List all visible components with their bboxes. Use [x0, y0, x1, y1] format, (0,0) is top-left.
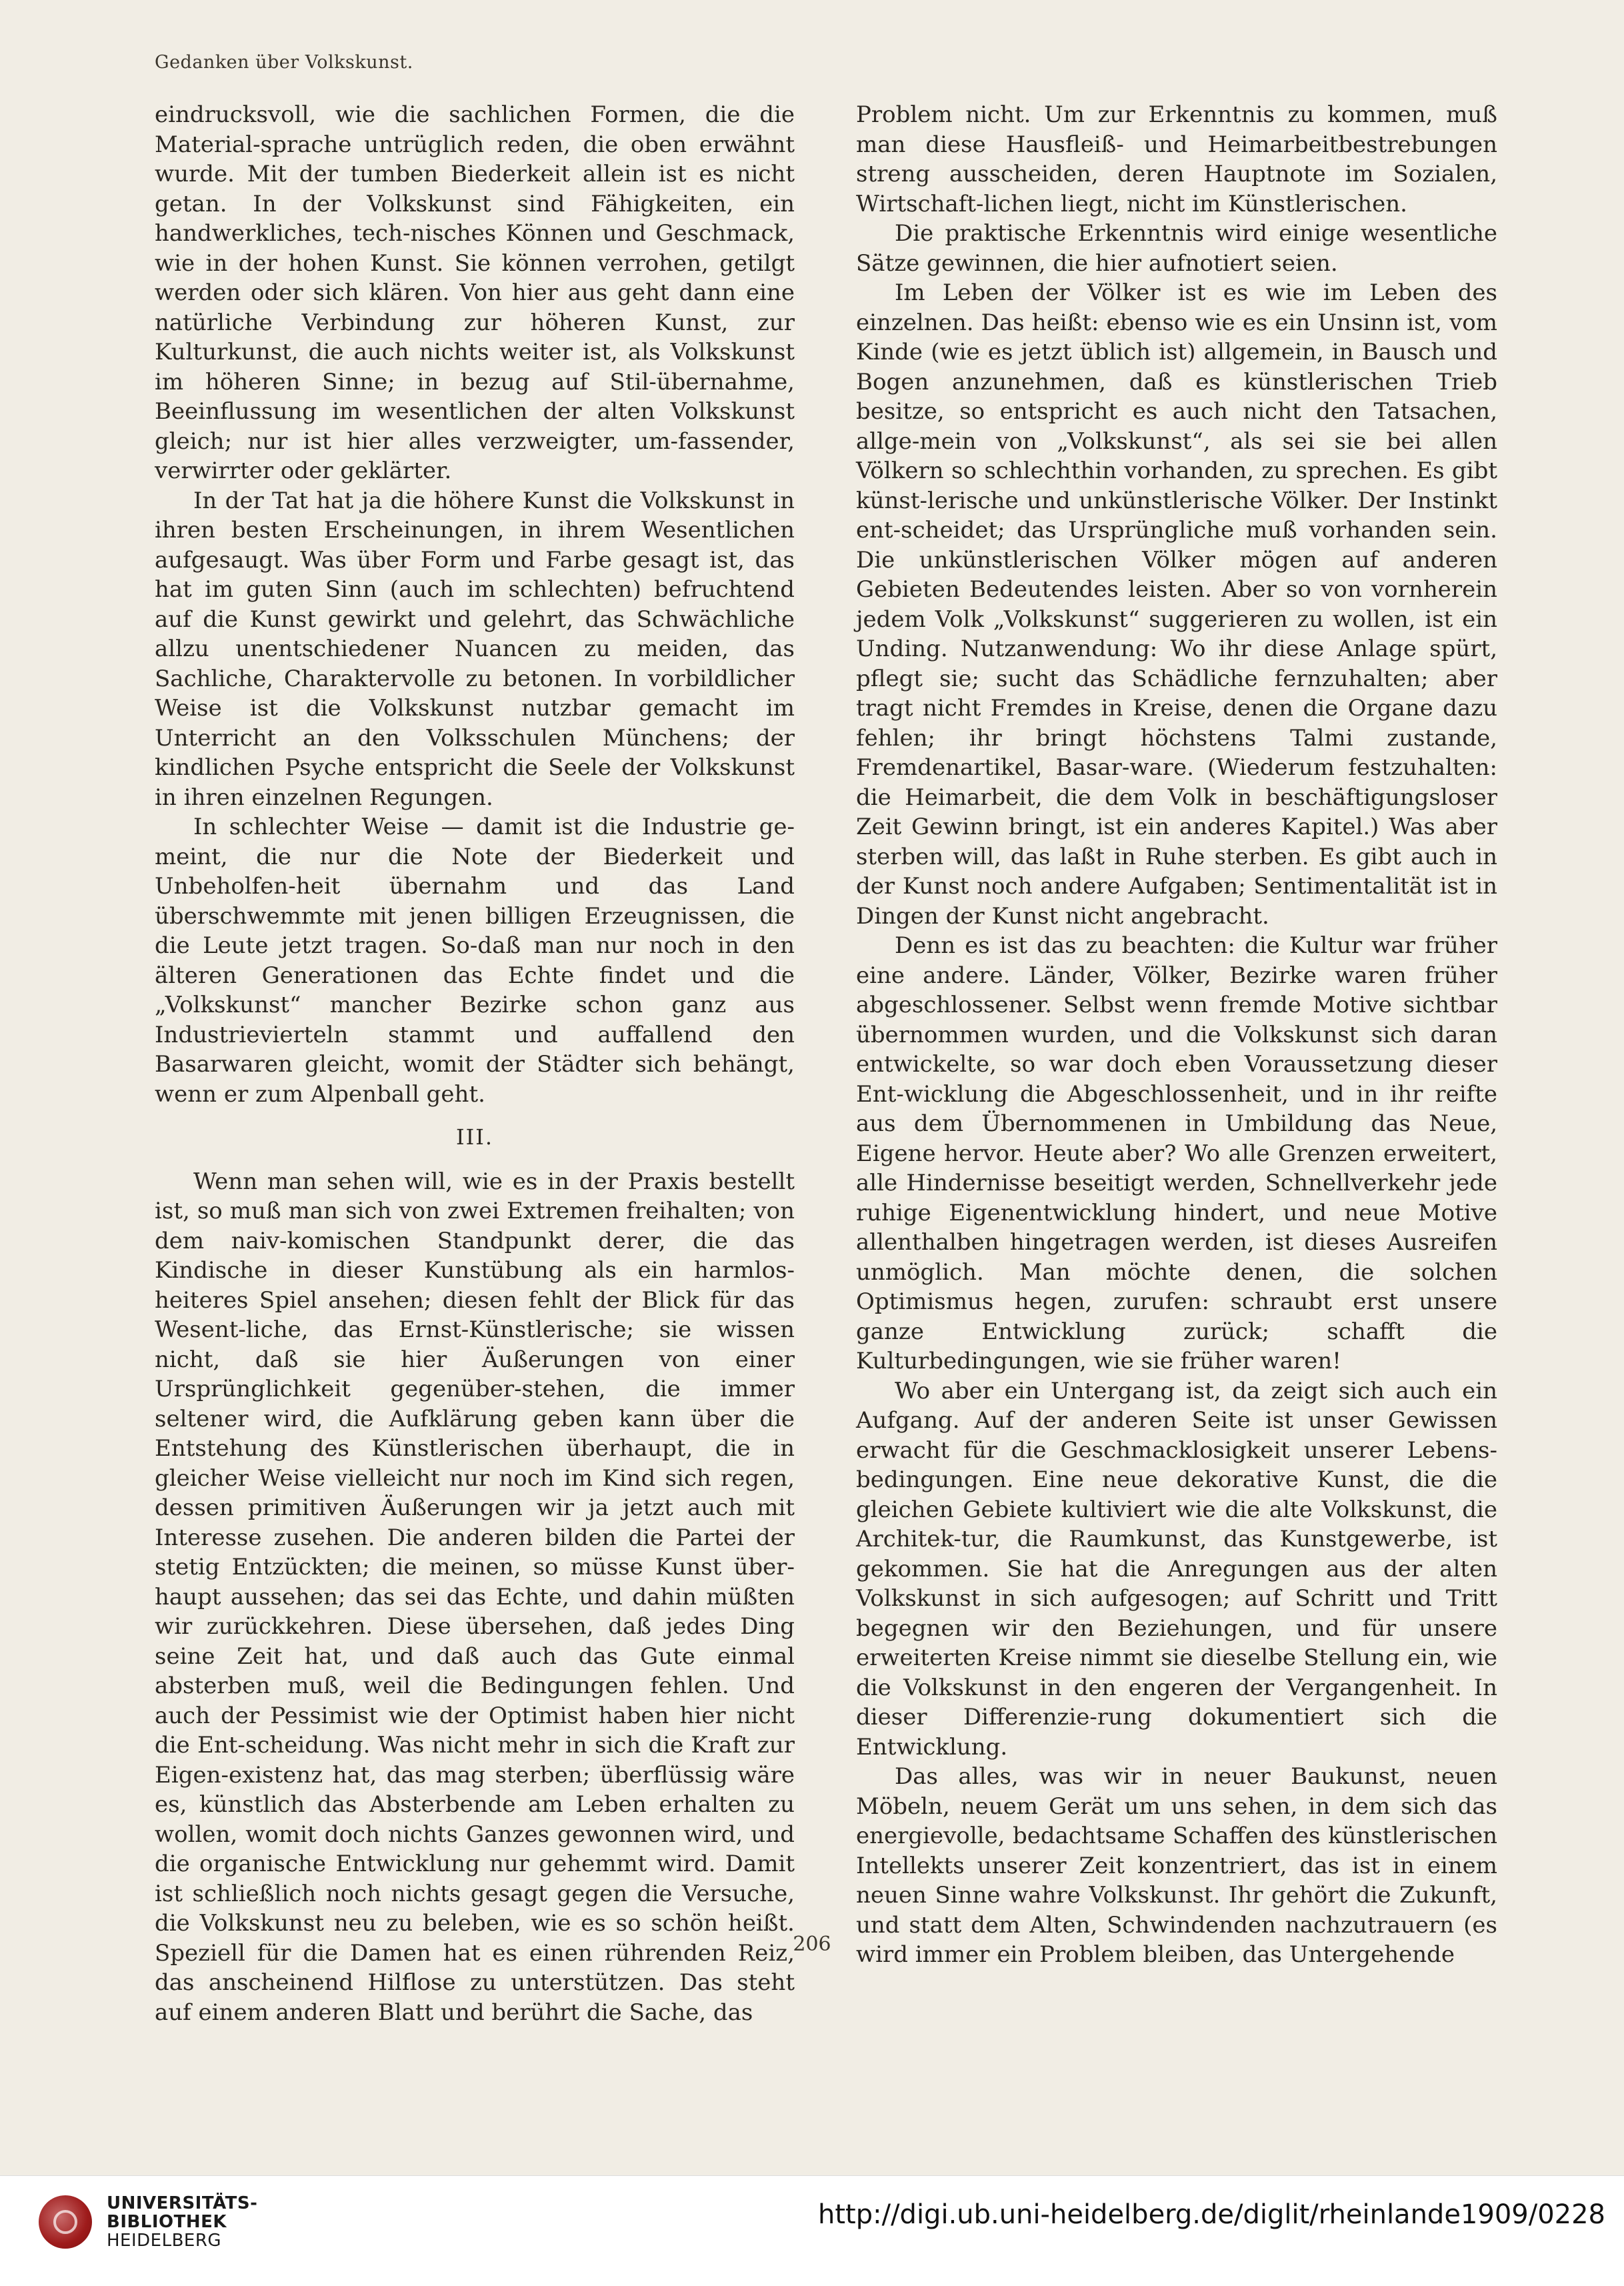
source-url-link[interactable]: http://digi.ub.uni-heidelberg.de/diglit/rheinlande1909/0228 [818, 2199, 1605, 2230]
logo-line: BIBLIOTHEK [107, 2212, 227, 2232]
paragraph: Wenn man sehen will, wie es in der Praxis bestellt ist, so muß man sich von zwei Extremen freihalten; von dem naiv-komischen Standpunkt derer, die das Kindische in dieser Kunstübung als ein harmlos-heiteres Spiel ansehen; diesen fehlt der Blick für das Wesent-liche, das Ernst-Künstlerische; sie wissen nicht, daß sie hier Äußerungen von einer Ursprünglichkeit gegenüber-stehen, die immer seltener wird, die Aufklärung geben kann über die Entstehung des Künstlerischen überhaupt, die in gleicher Weise vielleicht nur noch im Kind sich regen, dessen primitiven Äußerungen wir ja jetzt auch mit Interesse zusehen. Die anderen bilden die Partei der stetig Entzückten; die meinen, so müsse Kunst über-haupt aussehen; das sei das Echte, und dahin müßten wir zurückkehren. Diese übersehen, daß jedes Ding seine Zeit hat, und daß auch das Gute einmal absterben muß, weil die Bedingungen fehlen. Und auch der Pessimist wie der Optimist haben hier nicht die Ent-scheidung. Was nicht mehr in sich die Kraft zur Eigen-existenz hat, das mag sterben; überflüssig wäre es, künstlich das Absterbende am Leben erhalten zu wollen, womit doch nichts Ganzes gewonnen wird, und die organische Entwicklung nur gehemmt wird. Damit ist schließlich noch nichts gesagt gegen die Versuche, die Volkskunst neu zu beleben, wie es so schön heißt. Speziell für die Damen hat es einen rührenden Reiz, das anscheinend Hilflose zu unterstützen. Das steht auf einem anderen Blatt und berührt die Sache, das [155, 1168, 795, 2026]
section-heading: III. [455, 1124, 494, 1150]
seal-icon [39, 2195, 92, 2249]
paragraph: Das alles, was wir in neuer Baukunst, neuen Möbeln, neuem Gerät um uns sehen, in dem sich das energievolle, bedachtsame Schaffen des künstlerischen Intellekts unserer Zeit konzentriert, das ist in einem neuen Sinne wahre Volkskunst. Ihr gehört die Zukunft, und statt dem Alten, Schwindenden nachzutrauern (es wird immer ein Problem bleiben, das Untergehende [856, 1763, 1497, 1968]
running-head: Gedanken über Volkskunst. [155, 52, 413, 73]
paragraph: Wo aber ein Untergang ist, da zeigt sich auch ein Aufgang. Auf der anderen Seite ist unser Gewissen erwacht für die Geschmacklosigkeit unserer Lebens-bedingungen. Eine neue dekorative Kunst, die die gleichen Gebiete kultiviert wie die alte Volkskunst, die Architek-tur, die Raumkunst, das Kunstgewerbe, ist gekommen. Sie hat die Anregungen aus der alten Volkskunst in sich aufgesogen; auf Schritt und Tritt begegnen wir den Beziehungen, und für unsere erweiterten Kreise nimmt sie dieselbe Stellung ein, wie die Volkskunst in den engeren der Vergangenheit. In dieser Differenzie-rung dokumentiert sich die Entwicklung. [856, 1377, 1497, 1761]
page-number: 206 [793, 1933, 831, 1956]
right-column [856, 100, 1497, 1970]
paragraph: Problem nicht. Um zur Erkenntnis zu kommen, muß man diese Hausfleiß- und Heimarbeitbestrebungen streng ausscheiden, deren Hauptnote im Sozialen, Wirtschaft-lichen liegt, nicht im Künstlerischen. [856, 101, 1497, 217]
logo-line: HEIDELBERG [107, 2231, 222, 2251]
paragraph: In schlechter Weise — damit ist die Industrie ge-meint, die nur die Note der Biederkeit und Unbeholfen-heit übernahm und das Land überschwemmte mit jenen billigen Erzeugnissen, die die Leute jetzt tragen. So-daß man nur noch in den älteren Generationen das Echte findet und die „Volkskunst“ mancher Bezirke schon ganz aus Industrievierteln stammt und auffallend den Basarwaren gleicht, womit der Städter sich behängt, wenn er zum Alpenball geht. [155, 814, 795, 1108]
logo-text [107, 2194, 257, 2250]
paragraph: In der Tat hat ja die höhere Kunst die Volkskunst in ihren besten Erscheinungen, in ihrem Wesentlichen aufgesaugt. Was über Form und Farbe gesagt ist, das hat im guten Sinn (auch im schlechten) befruchtend auf die Kunst gewirkt und gelehrt, das Schwächliche allzu unentschiedener Nuancen zu meiden, das Sachliche, Charaktervolle zu betonen. In vorbildlicher Weise ist die Volkskunst nutzbar gemacht im Unterricht an den Volksschulen Münchens; der kindlichen Psyche entspricht die Seele der Volkskunst in ihren einzelnen Regungen. [155, 487, 795, 811]
library-logo[interactable] [39, 2194, 257, 2250]
paragraph: Im Leben der Völker ist es wie im Leben des einzelnen. Das heißt: ebenso wie es ein Unsinn ist, vom Kinde (wie es jetzt üblich ist) allgemein, in Bausch und Bogen anzunehmen, daß es künstlerischen Trieb besitze, so entspricht es auch nicht den Tatsachen, allge-mein von „Volkskunst“, als sei sie bei allen Völkern so schlechthin vorhanden, zu sprechen. Es gibt künst-lerische und unkünstlerische Völker. Der Instinkt ent-scheidet; das Ursprüngliche muß vorhanden sein. Die unkünstlerischen Völker mögen auf anderen Gebieten Bedeutendes leisten. Aber so von vornherein jedem Volk „Volkskunst“ suggerieren zu wollen, ist ein Unding. Nutzanwendung: Wo ihr diese Anlage spürt, pflegt sie; sucht das Schädliche fernzuhalten; aber tragt nicht Fremdes in Kreise, denen die Organe dazu fehlen; ihr bringt höchstens Talmi zustande, Fremdenartikel, Basar-ware. (Wiederum festzuhalten: die Heimarbeit, die dem Volk in beschäftigungsloser Zeit Gewinn bringt, ist ein anderes Kapitel.) Was aber sterben will, das laßt in Ruhe sterben. Es gibt auch in der Kunst noch andere Aufgaben; Sentimentalität ist in Dingen der Kunst nicht angebracht. [856, 279, 1497, 930]
left-column [155, 100, 795, 2027]
paragraph: Die praktische Erkenntnis wird einige wesentliche Sätze gewinnen, die hier aufnotiert seien. [856, 220, 1497, 277]
paragraph: eindrucksvoll, wie die sachlichen Formen, die die Material-sprache untrüglich reden, die oben erwähnt wurde. Mit der tumben Biederkeit allein ist es nicht getan. In der Volkskunst sind Fähigkeiten, ein handwerkliches, tech-nisches Können und Geschmack, wie in der hohen Kunst. Sie können verrohen, getilgt werden oder sich klären. Von hier aus geht dann eine natürliche Verbindung zur höheren Kunst, zur Kulturkunst, die auch nichts weiter ist, als Volkskunst im höheren Sinne; in bezug auf Stil-übernahme, Beeinflussung im wesentlichen der alten Volkskunst gleich; nur ist hier alles verzweigter, um-fassender, verwirrter oder geklärter. [155, 101, 795, 484]
paragraph: Denn es ist das zu beachten: die Kultur war früher eine andere. Länder, Völker, Bezirke waren früher abgeschlossener. Selbst wenn fremde Motive sichtbar übernommen wurden, und die Volkskunst sich daran entwickelte, so war doch eben Voraussetzung dieser Ent-wicklung die Abgeschlossenheit, und in ihr reifte aus dem Übernommenen in Umbildung das Neue, Eigene hervor. Heute aber? Wo alle Grenzen erweitert, alle Hindernisse beseitigt werden, Schnellverkehr jede ruhige Eigenentwicklung hindert, und neue Motive allenthalben hingetragen werden, ist dieses Ausreifen unmöglich. Man möchte denen, die solchen Optimismus hegen, zurufen: schraubt erst unsere ganze Entwicklung zurück; schafft die Kulturbedingungen, wie sie früher waren! [856, 932, 1497, 1374]
logo-line: UNIVERSITÄTS- [107, 2193, 258, 2213]
